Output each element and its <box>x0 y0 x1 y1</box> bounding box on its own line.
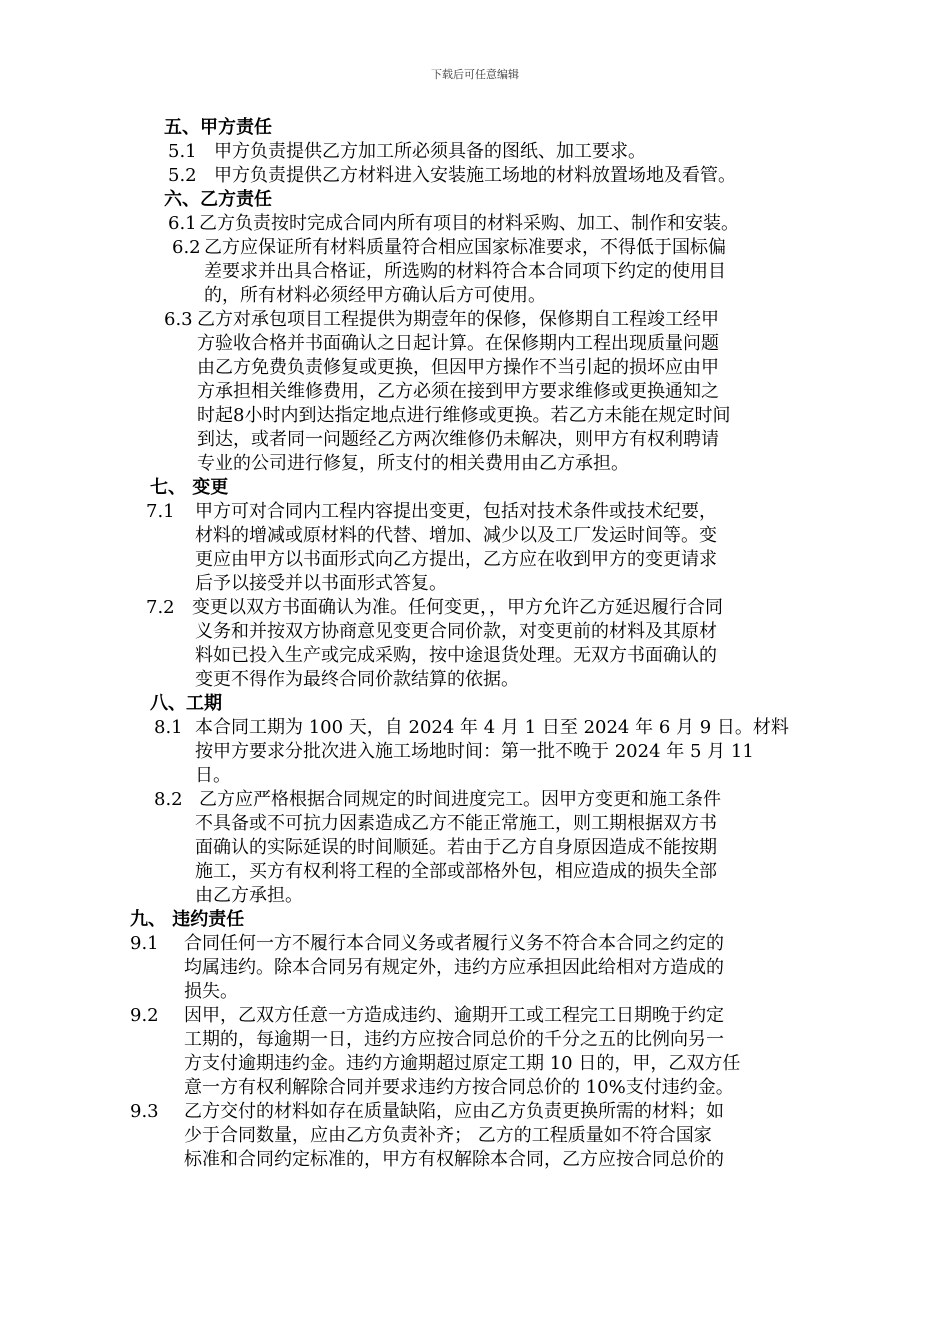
clause-9-1: 9.1 合同任何一方不履行本合同义务或者履行义务不符合本合同之约定的 均属违约。除本合同另有规定外，违约方应承担因此给相对方造成的 损失。 <box>130 933 724 1002</box>
section-5-title: 五、甲方责任 <box>164 117 272 138</box>
clause-8-2: 8.2 乙方应严格根据合同规定的时间进度完工。因甲方变更和施工条件 不具备或不可抗力因素造成乙方不能正常施工，则工期根据双方书 面确认的实际延误的时间顺延。若由于乙方自身原因造成不能按期 施工，买方有权利将工程的全部或部格外包，相应造成的损失全部 由乙方承担。 <box>154 789 721 906</box>
contract-body <box>0 116 950 1172</box>
clause-9-3: 9.3 乙方交付的材料如存在质量缺陷，应由乙方负责更换所需的材料；如 少于合同数量，应由乙方负责补齐； 乙方的工程质量如不符合国家 标准和合同约定标准的，甲方有权解除本合同，乙方应按合同总价的 <box>130 1101 724 1170</box>
clause-7-2: 7.2 变更以双方书面确认为准。任何变更，，甲方允许乙方延迟履行合同 义务和并按双方协商意见变更合同价款，对变更前的材料及其原材 料如已投入生产或完成采购，按中途退货处理。无双方书面确认的 变更不得作为最终合同价款结算的依据。 <box>146 597 723 690</box>
clause-5-2: 5.2 甲方负责提供乙方材料进入安装施工场地的材料放置场地及看管。 <box>168 165 736 186</box>
section-8-title: 八、工期 <box>150 693 222 714</box>
clause-6-3: 6.3 乙方对承包项目工程提供为期壹年的保修，保修期自工程竣工经甲 方验收合格并书面确认之日起计算。在保修期内工程出现质量问题 由乙方免费负责修复或更换，但因甲方操作不当引起的损坏应由甲 方承担相关维修费用，乙方必须在接到甲方要求维修或更换通知之 时起8小时内到达指定地点进行维修或更换。若乙方未能在规定时间 到达，或者同一问题经乙方两次维修仍未解决，则甲方有权利聘请 专业的公司进行修复，所支付的相关费用由乙方承担。 <box>164 309 731 474</box>
section-7-title: 七、 变更 <box>150 477 229 498</box>
page-header-note: 下载后可任意编辑 <box>431 68 519 81</box>
clause-8-1: 8.1 本合同工期为 100 天，自 2024 年 4 月 1 日至 2024 年 6 月 9 日。材料 按甲方要求分批次进入施工场地时间：第一批不晚于 2024 年 5 月 11 日。 <box>154 717 789 786</box>
section-6-title: 六、乙方责任 <box>164 189 272 210</box>
clause-5-1: 5.1 甲方负责提供乙方加工所必须具备的图纸、加工要求。 <box>168 141 646 162</box>
clause-6-1: 6.1 乙方负责按时完成合同内所有项目的材料采购、加工、制作和安装。 <box>168 213 739 234</box>
clause-9-2: 9.2 因甲，乙双方任意一方造成违约、逾期开工或工程完工日期晚于约定 工期的，每逾期一日，违约方应按合同总价的千分之五的比例向另一 方支付逾期违约金。违约方逾期超过原定工期 10 日的，甲，乙双方任 意一方有权利解除合同并要求违约方按合同总价的 10%支付违约金。 <box>130 1005 741 1098</box>
section-9-title: 九、 违约责任 <box>130 909 245 930</box>
clause-7-1: 7.1 甲方可对合同内工程内容提出变更，包括对技术条件或技术纪要， 材料的增减或原材料的代替、增加、减少以及工厂发运时间等。变 更应由甲方以书面形式向乙方提出，乙方应在收到甲方的变更请求 后予以接受并以书面形式答复。 <box>146 501 717 594</box>
clause-6-2: 6.2 乙方应保证所有材料质量符合相应国家标准要求，不得低于国标偏 差要求并出具合格证，所选购的材料符合本合同项下约定的使用目 的，所有材料必须经甲方确认后方可使用。 <box>172 237 726 306</box>
